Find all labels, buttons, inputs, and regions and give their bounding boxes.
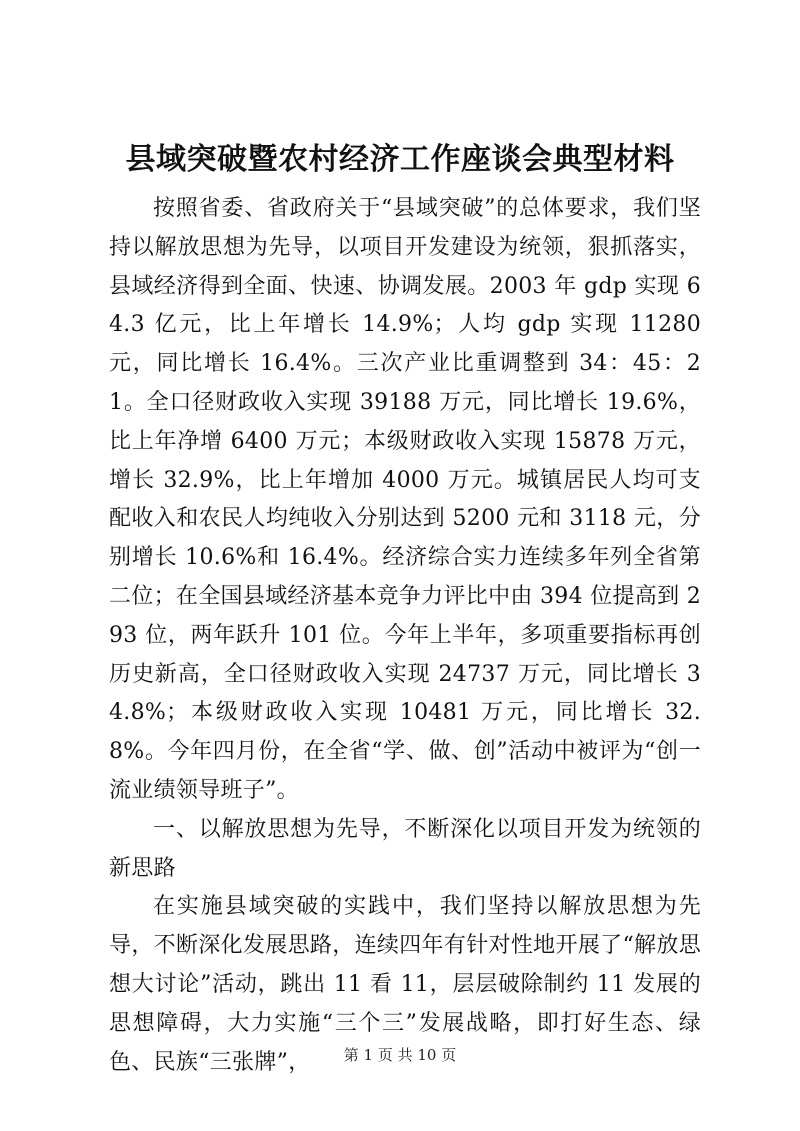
section-heading-1: 一、以解放思想为先导，不断深化以项目开发为统领的新思路 — [109, 816, 701, 881]
document-title: 县域突破暨农村经济工作座谈会典型材料 — [125, 142, 675, 177]
paragraph-section-1: 在实施县域突破的实践中，我们坚持以解放思想为先导，不断深化发展思路，连续四年有针对性地开展了“解放思想大讨论”活动，跳出 11 看 11，层层破除制约 11 发展的思想障碍，大力实施“三个三”发展战略，即打好生态、绿色、民族“三张牌”， — [109, 894, 701, 1075]
page-footer: 第 1 页 共 10 页 — [343, 1046, 457, 1064]
paragraph-summary: 按照省委、省政府关于“县域突破”的总体要求，我们坚持以解放思想为先导，以项目开发建设为统领，狠抓落实，县域经济得到全面、快速、协调发展。2003 年 gdp 实现 64.3 亿元，比上年增长 14.9%；人均 gdp 实现 11280 元，同比增长 16.4%。三次产业比重调整到 34：45：21。全口径财政收入实现 39188 万元，同比增长 19.6%，比上年净增 6400 万元；本级财政收入实现 15878 万元，增长 32.9%，比上年增加 4000 万元。城镇居民人均可支配收入和农民人均纯收入分别达到 5200 元和 3118 元，分别增长 10.6%和 16.4%。经济综合实力连续多年列全省第二位；在全国县域经济基本竞争力评比中由 394 位提高到 293 位，两年跃升 101 位。今年上半年，多项重要指标再创历史新高，全口径财政收入实现 24737 万元，同比增长 34.8%；本级财政收入实现 10481 万元，同比增长 32.8%。今年四月份，在全省“学、做、创”活动中被评为“创一流业绩领导班子”。 — [109, 196, 701, 803]
document-body — [109, 190, 701, 1082]
